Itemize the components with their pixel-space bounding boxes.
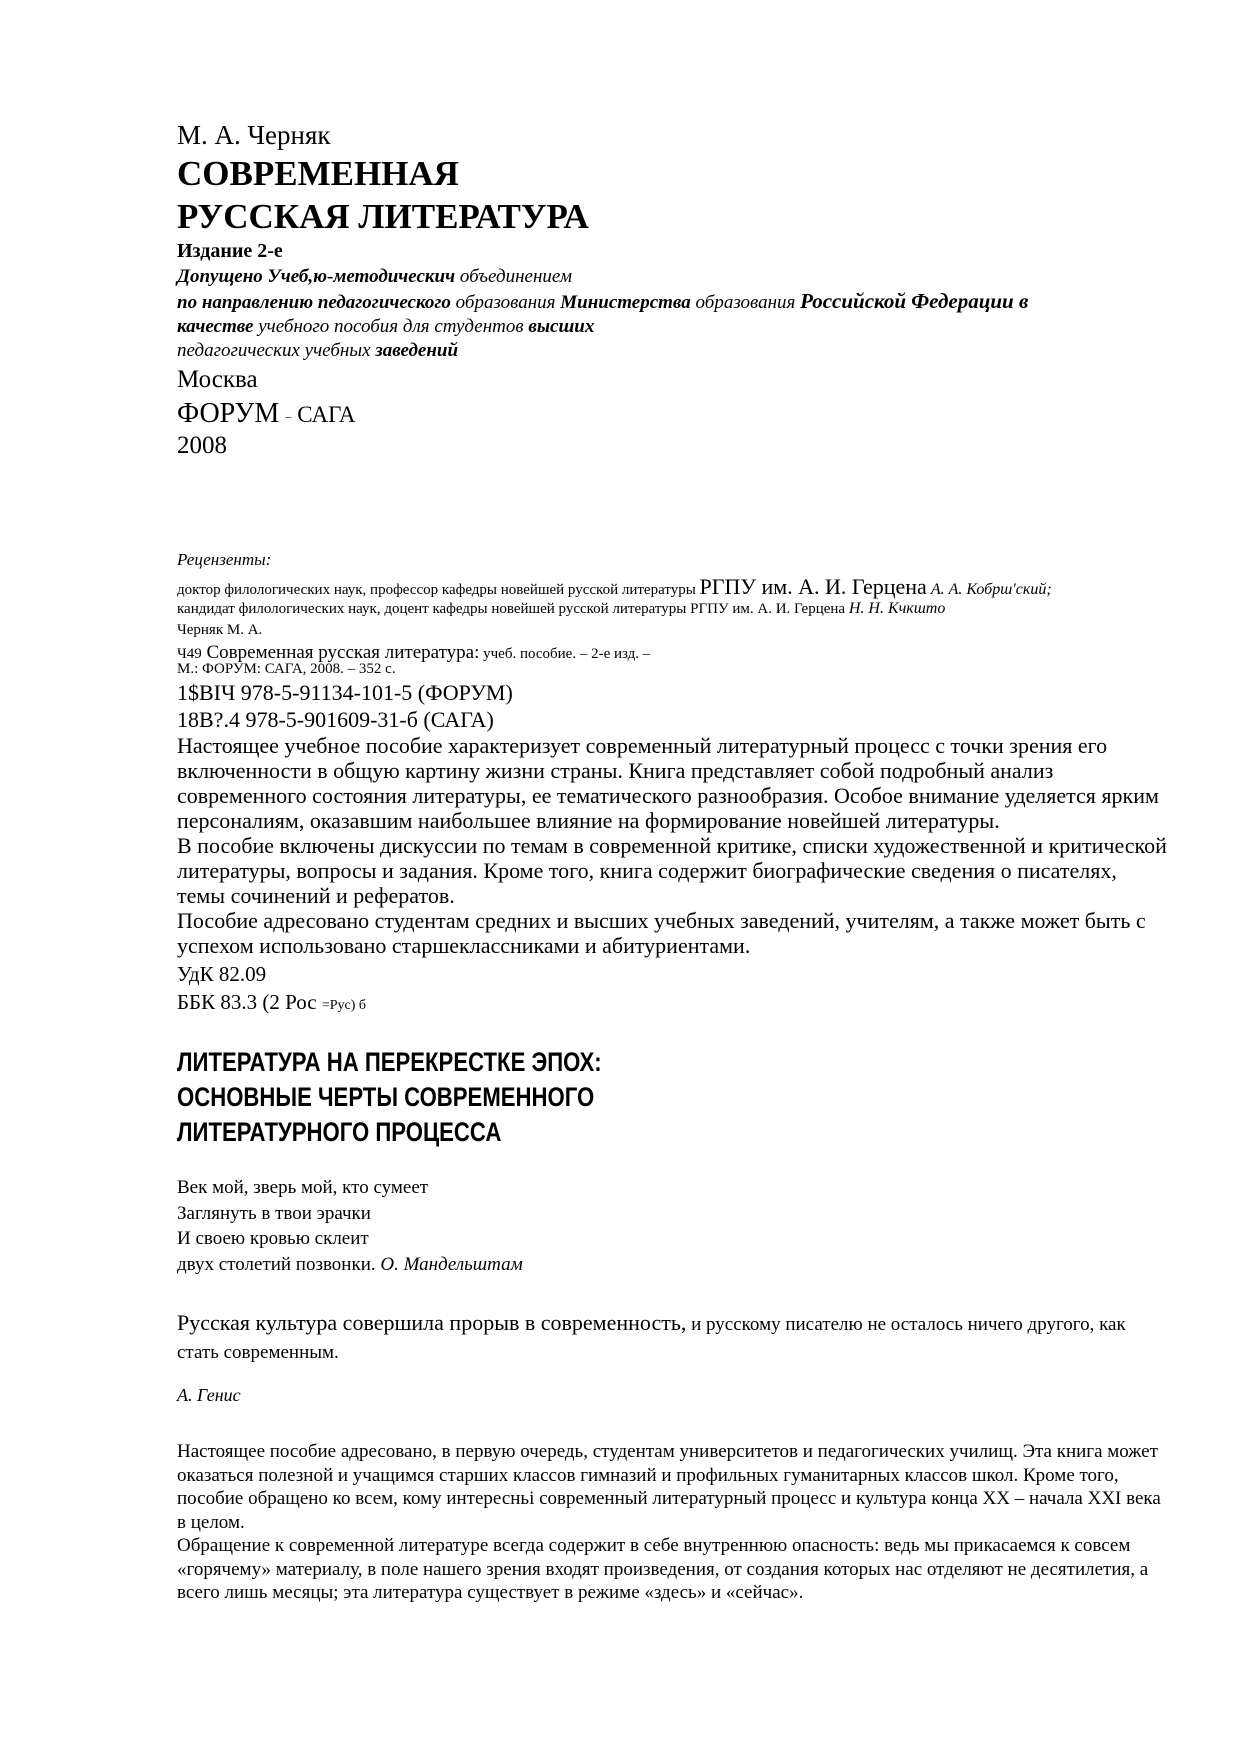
book-title-line-1: СОВРЕМЕННАЯ bbox=[177, 154, 459, 193]
epigraph-quote: Русская культура совершила прорыв в современность, и русскому писателю не осталось ничего другого, как стать современным. bbox=[177, 1310, 1126, 1363]
cip-publication-line: М.: ФОРУМ: САГА, 2008. – 352 с. bbox=[177, 661, 396, 677]
book-title-line-2: РУССКАЯ ЛИТЕРАТУРА bbox=[177, 197, 589, 236]
body-paragraph: Обращение к современной литературе всегда содержит в себе внутреннюю опасность: ведь мы прикасаемся к совсем «горячему» материалу, в поле нашего зрения входят произведения, от создания которых нас отделяют не десятилетия, а всего лишь месяцы; эта литература существует в режиме «здесь» и «сейчас». bbox=[177, 1535, 1149, 1603]
chapter-title: ЛИТЕРАТУРА НА ПЕРЕКРЕСТКЕ ЭПОХ: ОСНОВНЫЕ ЧЕРТЫ СОВРЕМЕННОГО ЛИТЕРАТУРНОГО ПРОЦЕССА bbox=[177, 1047, 602, 1147]
edition-label: Издание 2-е bbox=[177, 240, 283, 262]
publication-city: Москва bbox=[177, 366, 258, 393]
book-author: М. А. Черняк bbox=[177, 120, 331, 150]
abstract-paragraph: Пособие адресовано студентам средних и высших учебных заведений, учителям, а также может быть с успехом использовано старшеклассниками и абитуриентами. bbox=[177, 908, 1146, 958]
epigraph-poem: Век мой, зверь мой, кто сумеет Заглянуть в твои эрачки И своею кровью склеит двух столетий позвонки. О. Мандельштам bbox=[177, 1177, 523, 1275]
body-text bbox=[177, 1440, 1167, 1605]
reviewer-2: кандидат филологических наук, доцент кафедры новейшей русской литературы РГПУ им. А. И. Герцена Н. Н. Кчкшто bbox=[177, 600, 946, 617]
publication-year: 2008 bbox=[177, 432, 227, 459]
cip-author: Черняк М. А. bbox=[177, 622, 263, 638]
udk-code: УдК 82.09 bbox=[177, 962, 267, 986]
body-paragraph: Настоящее пособие адресовано, в первую очередь, студентам университетов и педагогических училищ. Эта книга может оказаться полезной и учащимся старших классов гимназий и профильных гуманитарных классов школ. Кроме того, пособие обращено ко всем, кому интересньі современный литературный процесс и культура конца XX – начала XXI века в целом. bbox=[177, 1441, 1161, 1533]
reviewer-1: доктор филологических наук, профессор кафедры новейшей русской литературы РГПУ им. А. И. Герцена А. А. Кобрш'ский; bbox=[177, 574, 1052, 599]
reviewers-heading: Рецензенты: bbox=[177, 550, 272, 569]
abstract-paragraph: В пособие включены дискуссии по темам в современной критике, списки художественной и критической литературы, вопросы и задания. Кроме того, книга содержит биографические сведения о писателях, темы сочинений и рефератов. bbox=[177, 833, 1167, 908]
approval-note: Допущено Учеб,ю-методическич объединением по направлению педагогического образования Министерства образования Российской Федерации в качестве учебного пособия для студентов высших педагогических учебных заведений bbox=[177, 266, 1029, 361]
isbn-saga: 18В?.4 978-5-901609-31-б (САГА) bbox=[177, 707, 494, 732]
publisher: ФОРУМ – САГА bbox=[177, 398, 356, 429]
poem-author: О. Мандельштам bbox=[380, 1253, 523, 1275]
cip-title-line: Ч49 Современная русская литература: учеб. пособие. – 2-е изд. – bbox=[177, 642, 651, 663]
quote-author: А. Генис bbox=[177, 1385, 241, 1405]
abstract-paragraph: Настоящее учебное пособие характеризует современный литературный процесс с точки зрения его включенности в общую картину жизни страны. Книга представляет собой подробный анализ современного состояния литературы, ее тематического разнообразия. Особое внимание уделяется ярким персоналиям, оказавшим наибольшее влияние на формирование новейшей литературы. bbox=[177, 733, 1159, 833]
abstract bbox=[177, 733, 1167, 958]
isbn-forum: 1$ВІЧ 978-5-91134-101-5 (ФОРУМ) bbox=[177, 680, 513, 705]
bbk-code: ББК 83.3 (2 Рос =Рус) б bbox=[177, 990, 367, 1014]
